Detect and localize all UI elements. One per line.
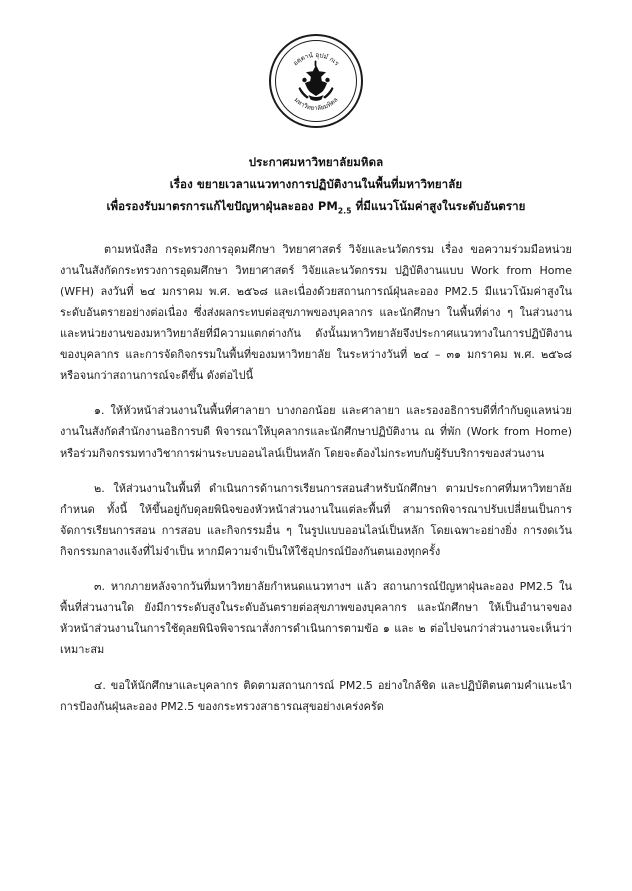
document-heading: [60, 154, 572, 217]
heading-line-1: ประกาศมหาวิทยาลัยมหิดล: [248, 155, 384, 169]
heading-line-2: [60, 176, 572, 194]
paragraph-text: ๑. ให้หัวหน้าส่วนงานในพื้นที่ศาลายา บางกอกน้อย และศาลายา และรองอธิการบดีที่กำกับดูแลหน่วยงานในสังกัดสำนักงานอธิการบดี พิจารณาให้บุคลากรและนักศึกษาปฏิบัติงาน ณ ที่พัก (Work from Home) หรือร่วมกิจกรรมทางวิชาการผ่านระบบออนไลน์เป็นหลัก โดยจะต้องไม่กระทบกับผู้รับบริการของส่วนงาน: [60, 404, 572, 460]
paragraph-intro: [60, 239, 572, 387]
emblem-container: [60, 34, 572, 128]
svg-text:อตฺตานํ อุปมํ กเร: อตฺตานํ อุปมํ กเร: [291, 50, 341, 68]
heading-line-3: [60, 198, 572, 217]
heading-subject-text: ขยายเวลาแนวทางการปฏิบัติงานในพื้นที่มหาวิทยาลัย: [196, 176, 463, 191]
paragraph-text: ๒. ให้ส่วนงานในพื้นที่ ดำเนินการด้านการเรียนการสอนสำหรับนักศึกษา ตามประกาศที่มหาวิทยาลัยกำหนด ทั้งนี้ ให้ขึ้นอยู่กับดุลยพินิจของหัวหน้าส่วนงานในแต่ละพื้นที่ สามารถพิจารณาปรับเปลี่ยนเป็นการจัดการเรียนการสอน การสอบ และกิจกรรมอื่น ๆ ในรูปแบบออนไลน์เป็นหลัก โดยเฉพาะอย่างยิ่ง การงดเว้นกิจกรรมกลางแจ้งที่ไม่จำเป็น หากมีความจำเป็นให้ใช้อุปกรณ์ป้องกันตนเองทุกครั้ง: [60, 481, 572, 558]
paragraph-item-1: [60, 400, 572, 463]
paragraph-item-2: [60, 478, 572, 562]
svg-text:มหาวิทยาลัยมหิดล: มหาวิทยาลัยมหิดล: [292, 96, 340, 113]
mahidol-university-emblem-icon: [269, 34, 363, 128]
heading-line-3-b: ที่มีแนวโน้มค่าสูงในระดับอันตราย: [351, 198, 526, 213]
paragraph-text: ตามหนังสือ กระทรวงการอุดมศึกษา วิทยาศาสตร์ วิจัยและนวัตกรรม เรื่อง ขอความร่วมมือหน่วยงานในสังกัดกระทรวงการอุดมศึกษา วิทยาศาสตร์ วิจัยและนวัตกรรม ปฏิบัติงานแบบ Work from Home (WFH) ลงวันที่ ๒๔ มกราคม พ.ศ. ๒๕๖๘ และเนื่องด้วยสถานการณ์ฝุ่นละออง PM2.5 มีแนวโน้มค่าสูงในระดับอันตรายอย่างต่อเนื่อง ซึ่งส่งผลกระทบต่อสุขภาพของบุคลากร และนักศึกษา ในพื้นที่ต่าง ๆ ในส่วนงานและหน่วยงานของมหาวิทยาลัยที่มีความแตกต่างกัน ดังนั้นมหาวิทยาลัยจึงประกาศแนวทางในการปฏิบัติงานของบุคลากร และการจัดกิจกรรมในพื้นที่ของมหาวิทยาลัย ในระหว่างวันที่ ๒๔ – ๓๑ มกราคม พ.ศ. ๒๕๖๘ หรือจนกว่าสถานการณ์จะดีขึ้น ดังต่อไปนี้: [60, 242, 572, 383]
document-body: [60, 239, 572, 717]
paragraph-text: ๔. ขอให้นักศึกษาและบุคลากร ติดตามสถานการณ์ PM2.5 อย่างใกล้ชิด และปฏิบัติตนตามคำแนะนำการป้องกันฝุ่นละออง PM2.5 ของกระทรวงสาธารณสุขอย่างเคร่งครัด: [60, 678, 572, 713]
paragraph-item-3: [60, 576, 572, 660]
heading-line-3-a: เพื่อรองรับมาตรการแก้ไขปัญหาฝุ่นละออง PM: [106, 198, 338, 213]
paragraph-text: ๓. หากภายหลังจากวันที่มหาวิทยาลัยกำหนดแนวทางฯ แล้ว สถานการณ์ปัญหาฝุ่นละออง PM2.5 ในพื้นที่ส่วนงานใด ยังมีการระดับสูงในระดับอันตรายต่อสุขภาพของบุคลากร และนักศึกษา ให้เป็นอำนาจของหัวหน้าส่วนงานในการใช้ดุลยพินิจพิจารณาสั่งการดำเนินการตามข้อ ๑ และ ๒ ต่อไปจนกว่าส่วนงานจะเห็นว่าเหมาะสม: [60, 580, 572, 657]
paragraph-item-4: [60, 675, 572, 717]
heading-subject-prefix: เรื่อง: [169, 176, 193, 191]
pm-subscript: 2.5: [337, 205, 352, 215]
